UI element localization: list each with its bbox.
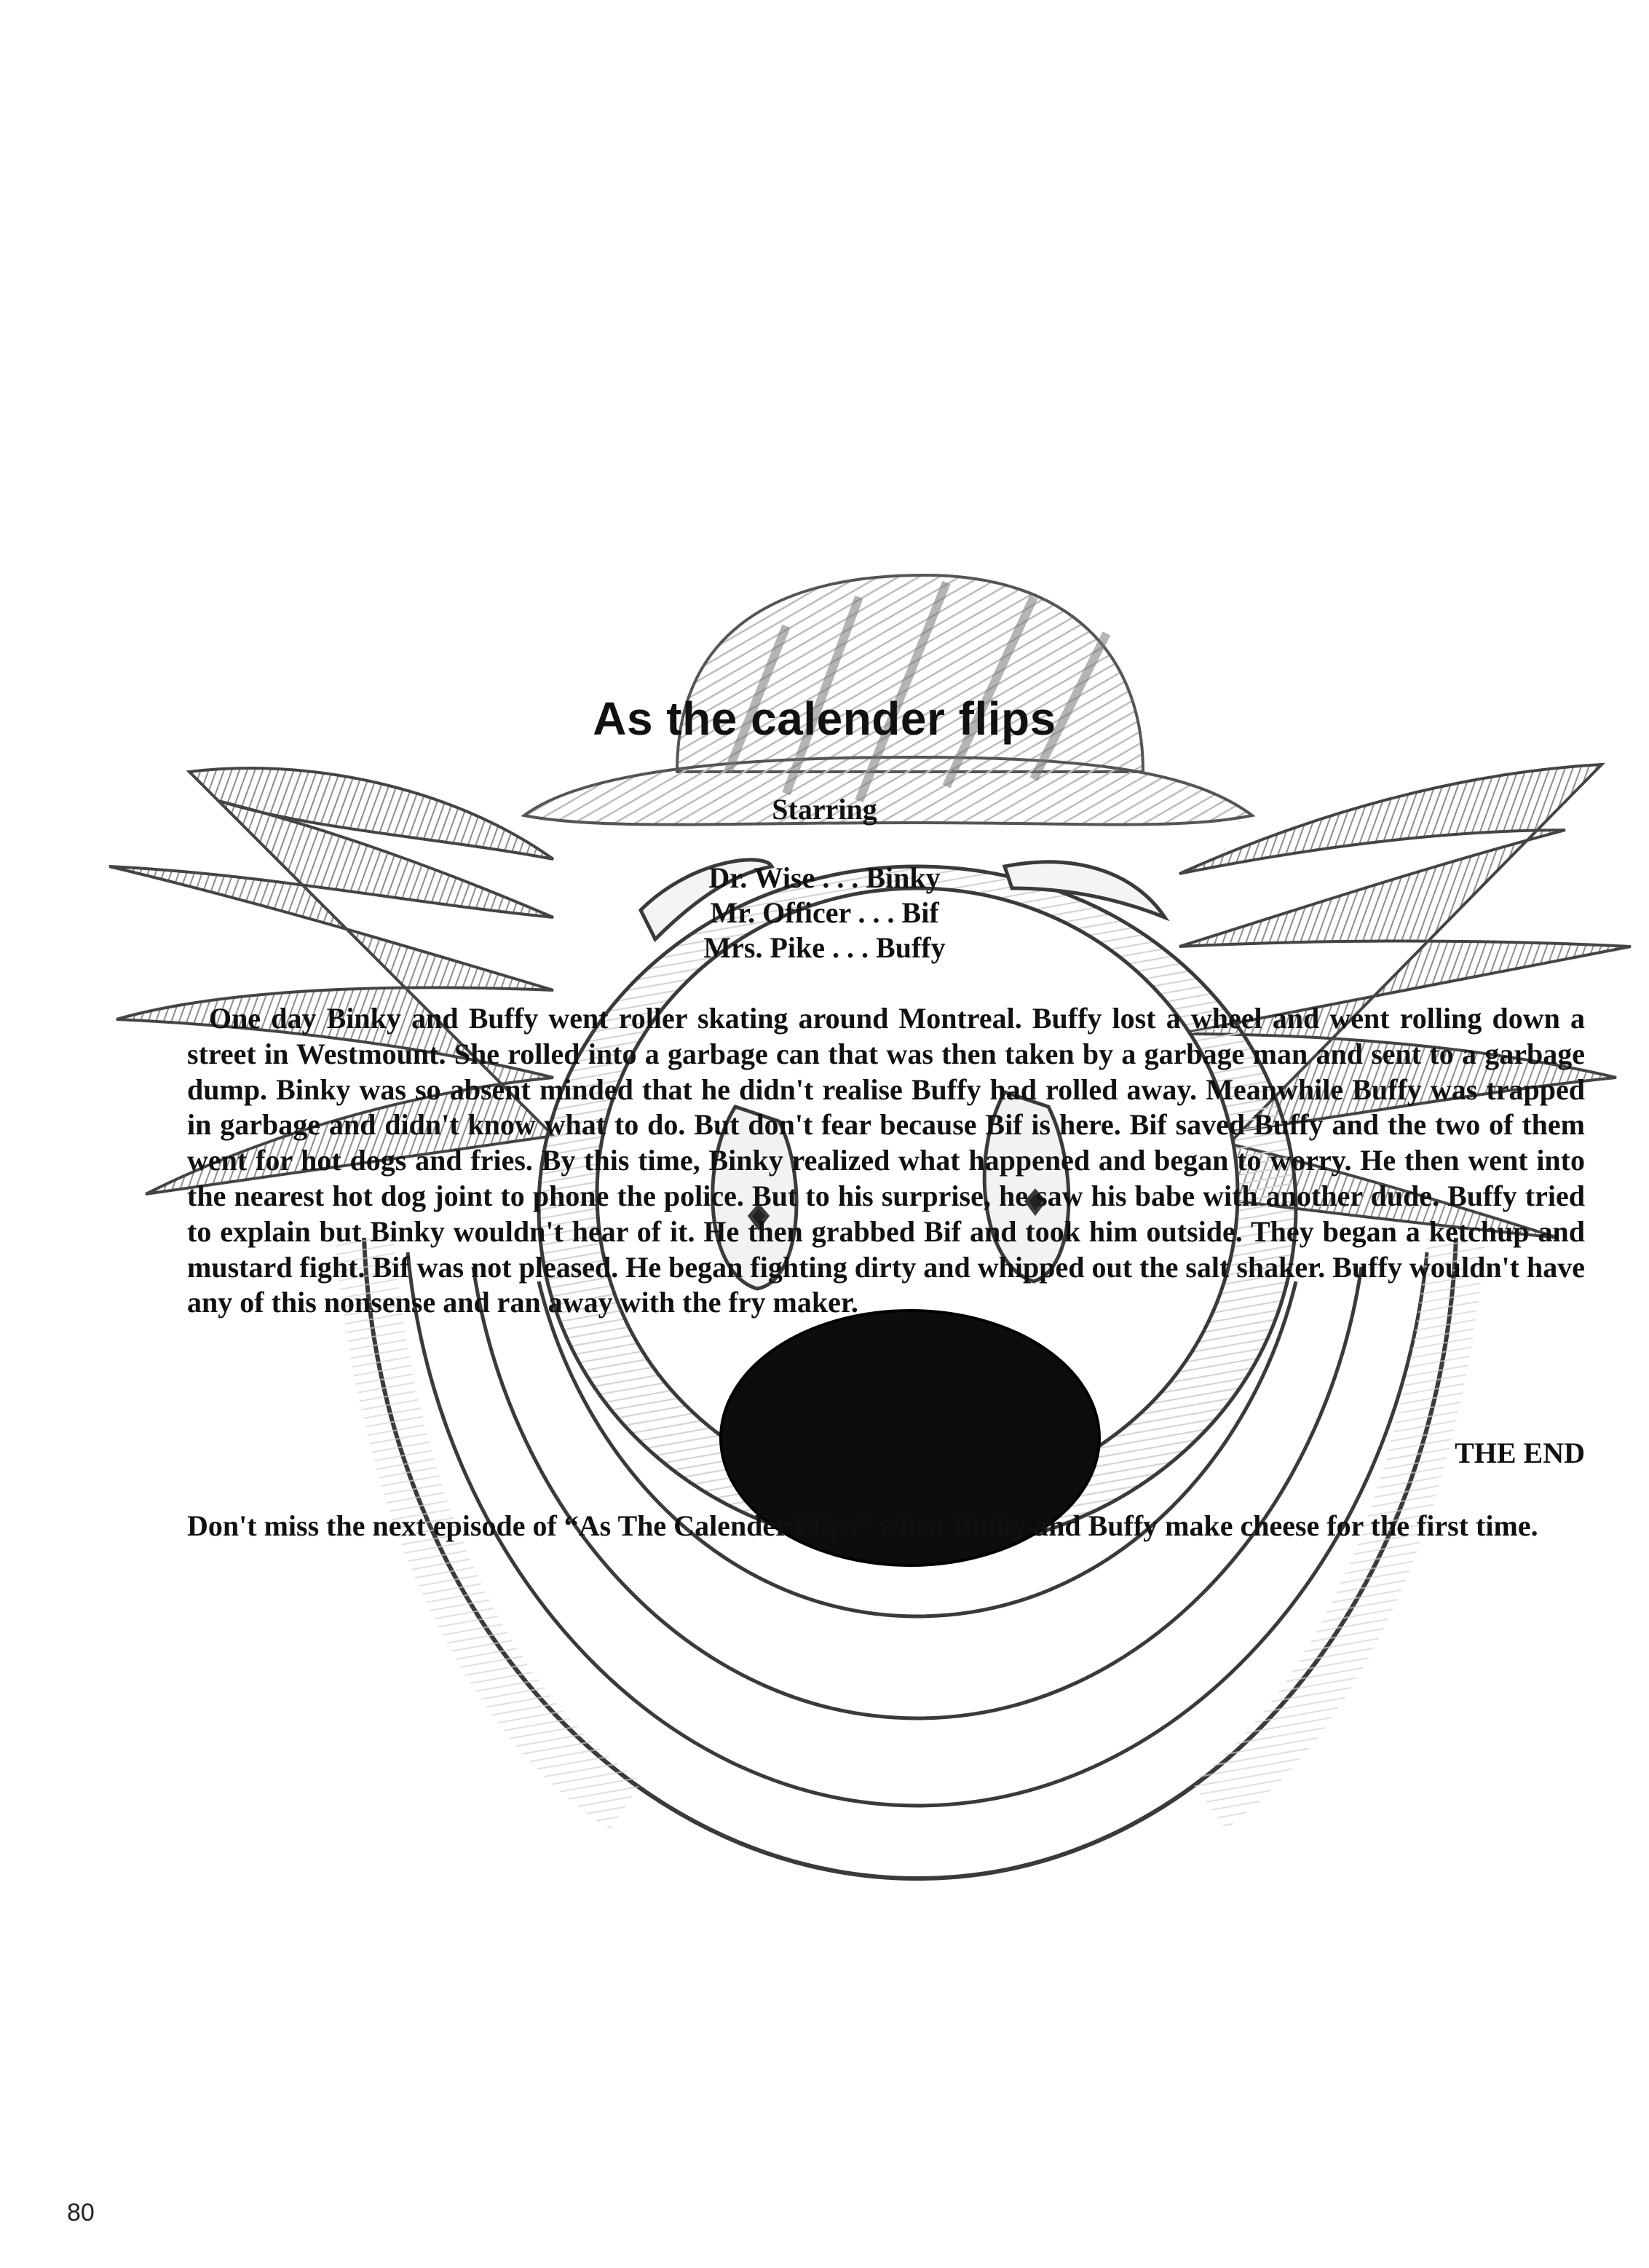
cast-entry: Mr. Officer . . . Bif	[710, 896, 939, 929]
cast-entry: Dr. Wise . . . Binky	[708, 861, 941, 894]
cast-entry: Mrs. Pike . . . Buffy	[703, 931, 946, 964]
starring-label: Starring	[772, 793, 877, 826]
page-title: As the calender flips	[593, 692, 1056, 745]
the-end-label: THE END	[1455, 1437, 1585, 1469]
cast-list	[0, 861, 1649, 965]
next-episode-promo: Don't miss the next episode of “As The Calender Flips” when Binky and Buffy make cheese for the first time.	[187, 1509, 1538, 1542]
page-number: 80	[67, 2199, 95, 2226]
story-paragraph: One day Binky and Buffy went roller skating around Montreal. Buffy lost a wheel and went rolling down a street in Westmount. She rolled into a garbage can that was then taken by a garbage man and sent to a garbage dump. Binky was so absent minded that he didn't realise Buffy had rolled away. Meanwhile Buffy was trapped in garbage and didn't know what to do. But don't fear because Bif is here. Bif saved Buffy and the two of them went for hot dogs and fries. By this time, Binky realized what happened and began to worry. He then went into the nearest hot dog joint to phone the police. But to his surprise, he saw his babe with another dude. Buffy tried to explain but Binky wouldn't hear of it. He then grabbed Bif and took him outside. They began a ketchup and mustard fight. Bif was not pleased. He began fighting dirty and whipped out the salt shaker. Buffy wouldn't have any of this nonsense and ran away with the fry maker.	[187, 1002, 1585, 1319]
